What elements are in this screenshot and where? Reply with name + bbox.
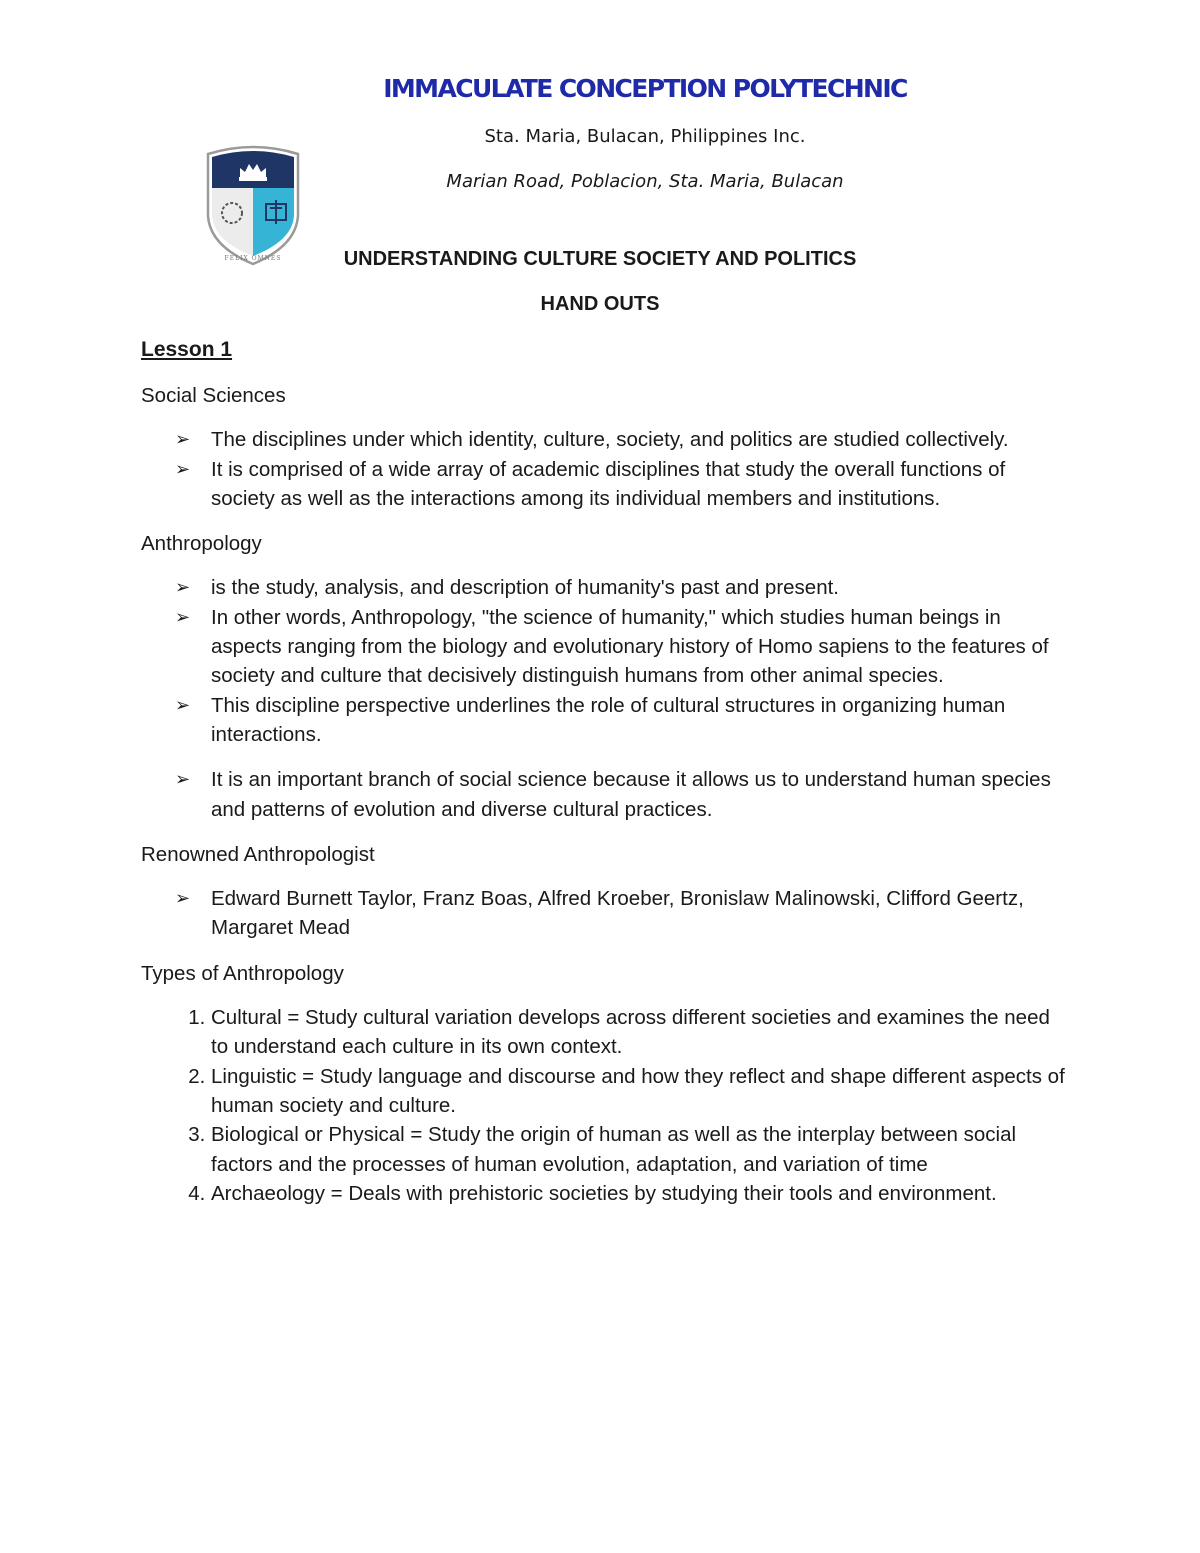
school-address: Marian Road, Poblacion, Sta. Maria, Bulacan (446, 171, 844, 192)
arrow-bullet-icon: ➢ (175, 577, 191, 598)
types-of-anthropology-list (141, 1003, 1071, 1208)
logo-motto: FELIX OMNES (224, 255, 282, 262)
renowned-anthropologist-list (141, 884, 1071, 943)
list-item: 2. Linguistic = Study language and discourse and how they reflect and shape different aspects of human society and culture. (211, 1062, 1071, 1121)
document-title: UNDERSTANDING CULTURE SOCIETY AND POLITICS (343, 248, 857, 270)
section-label-renowned-anthropologist: Renowned Anthropologist (141, 842, 375, 866)
list-item: ➢ The disciplines under which identity, culture, society, and politics are studied collectively. (211, 425, 1071, 454)
list-item: ➢ Edward Burnett Taylor, Franz Boas, Alfred Kroeber, Bronislaw Malinowski, Clifford Geertz, Margaret Mead (211, 884, 1071, 943)
lesson-heading: Lesson 1 (141, 338, 233, 361)
school-subtitle: Sta. Maria, Bulacan, Philippines Inc. (484, 126, 806, 147)
arrow-bullet-icon: ➢ (175, 606, 191, 627)
list-item: 1. Cultural = Study cultural variation develops across different societies and examines the need to understand each culture in its own context. (211, 1003, 1071, 1062)
section-label-anthropology: Anthropology (141, 532, 262, 556)
section-label-social-sciences: Social Sciences (141, 384, 286, 407)
school-name: IMMACULATE CONCEPTION POLYTECHNIC (383, 74, 907, 103)
arrow-bullet-icon: ➢ (175, 694, 191, 715)
section-label-types-of-anthropology: Types of Anthropology (141, 961, 344, 985)
anthropology-list (141, 573, 1071, 823)
arrow-bullet-icon: ➢ (175, 458, 191, 479)
social-sciences-list (141, 425, 1071, 513)
list-item: ➢ In other words, Anthropology, "the science of humanity," which studies human beings in aspects ranging from the biology and evolutionary history of Homo sapiens to the features of society and culture that decisively distinguish humans from other animal species. (211, 603, 1071, 691)
arrow-bullet-icon: ➢ (175, 429, 191, 450)
arrow-bullet-icon: ➢ (175, 888, 191, 909)
list-item: ➢ It is comprised of a wide array of academic disciplines that study the overall functions of society as well as the interactions among its individual members and institutions. (211, 455, 1071, 514)
handout-content (141, 381, 1071, 1208)
arrow-bullet-icon: ➢ (175, 769, 191, 790)
list-item: ➢ is the study, analysis, and description of humanity's past and present. (211, 573, 1071, 602)
list-item: 3. Biological or Physical = Study the origin of human as well as the interplay between social factors and the processes of human evolution, adaptation, and variation of time (211, 1120, 1071, 1179)
list-item: 4. Archaeology = Deals with prehistoric societies by studying their tools and environment. (211, 1179, 1071, 1208)
list-item: ➢ It is an important branch of social science because it allows us to understand human species and patterns of evolution and diverse cultural practices. (211, 765, 1071, 824)
list-item: ➢ This discipline perspective underlines the role of cultural structures in organizing human interactions. (211, 691, 1071, 750)
document-subtitle: HAND OUTS (540, 293, 660, 315)
